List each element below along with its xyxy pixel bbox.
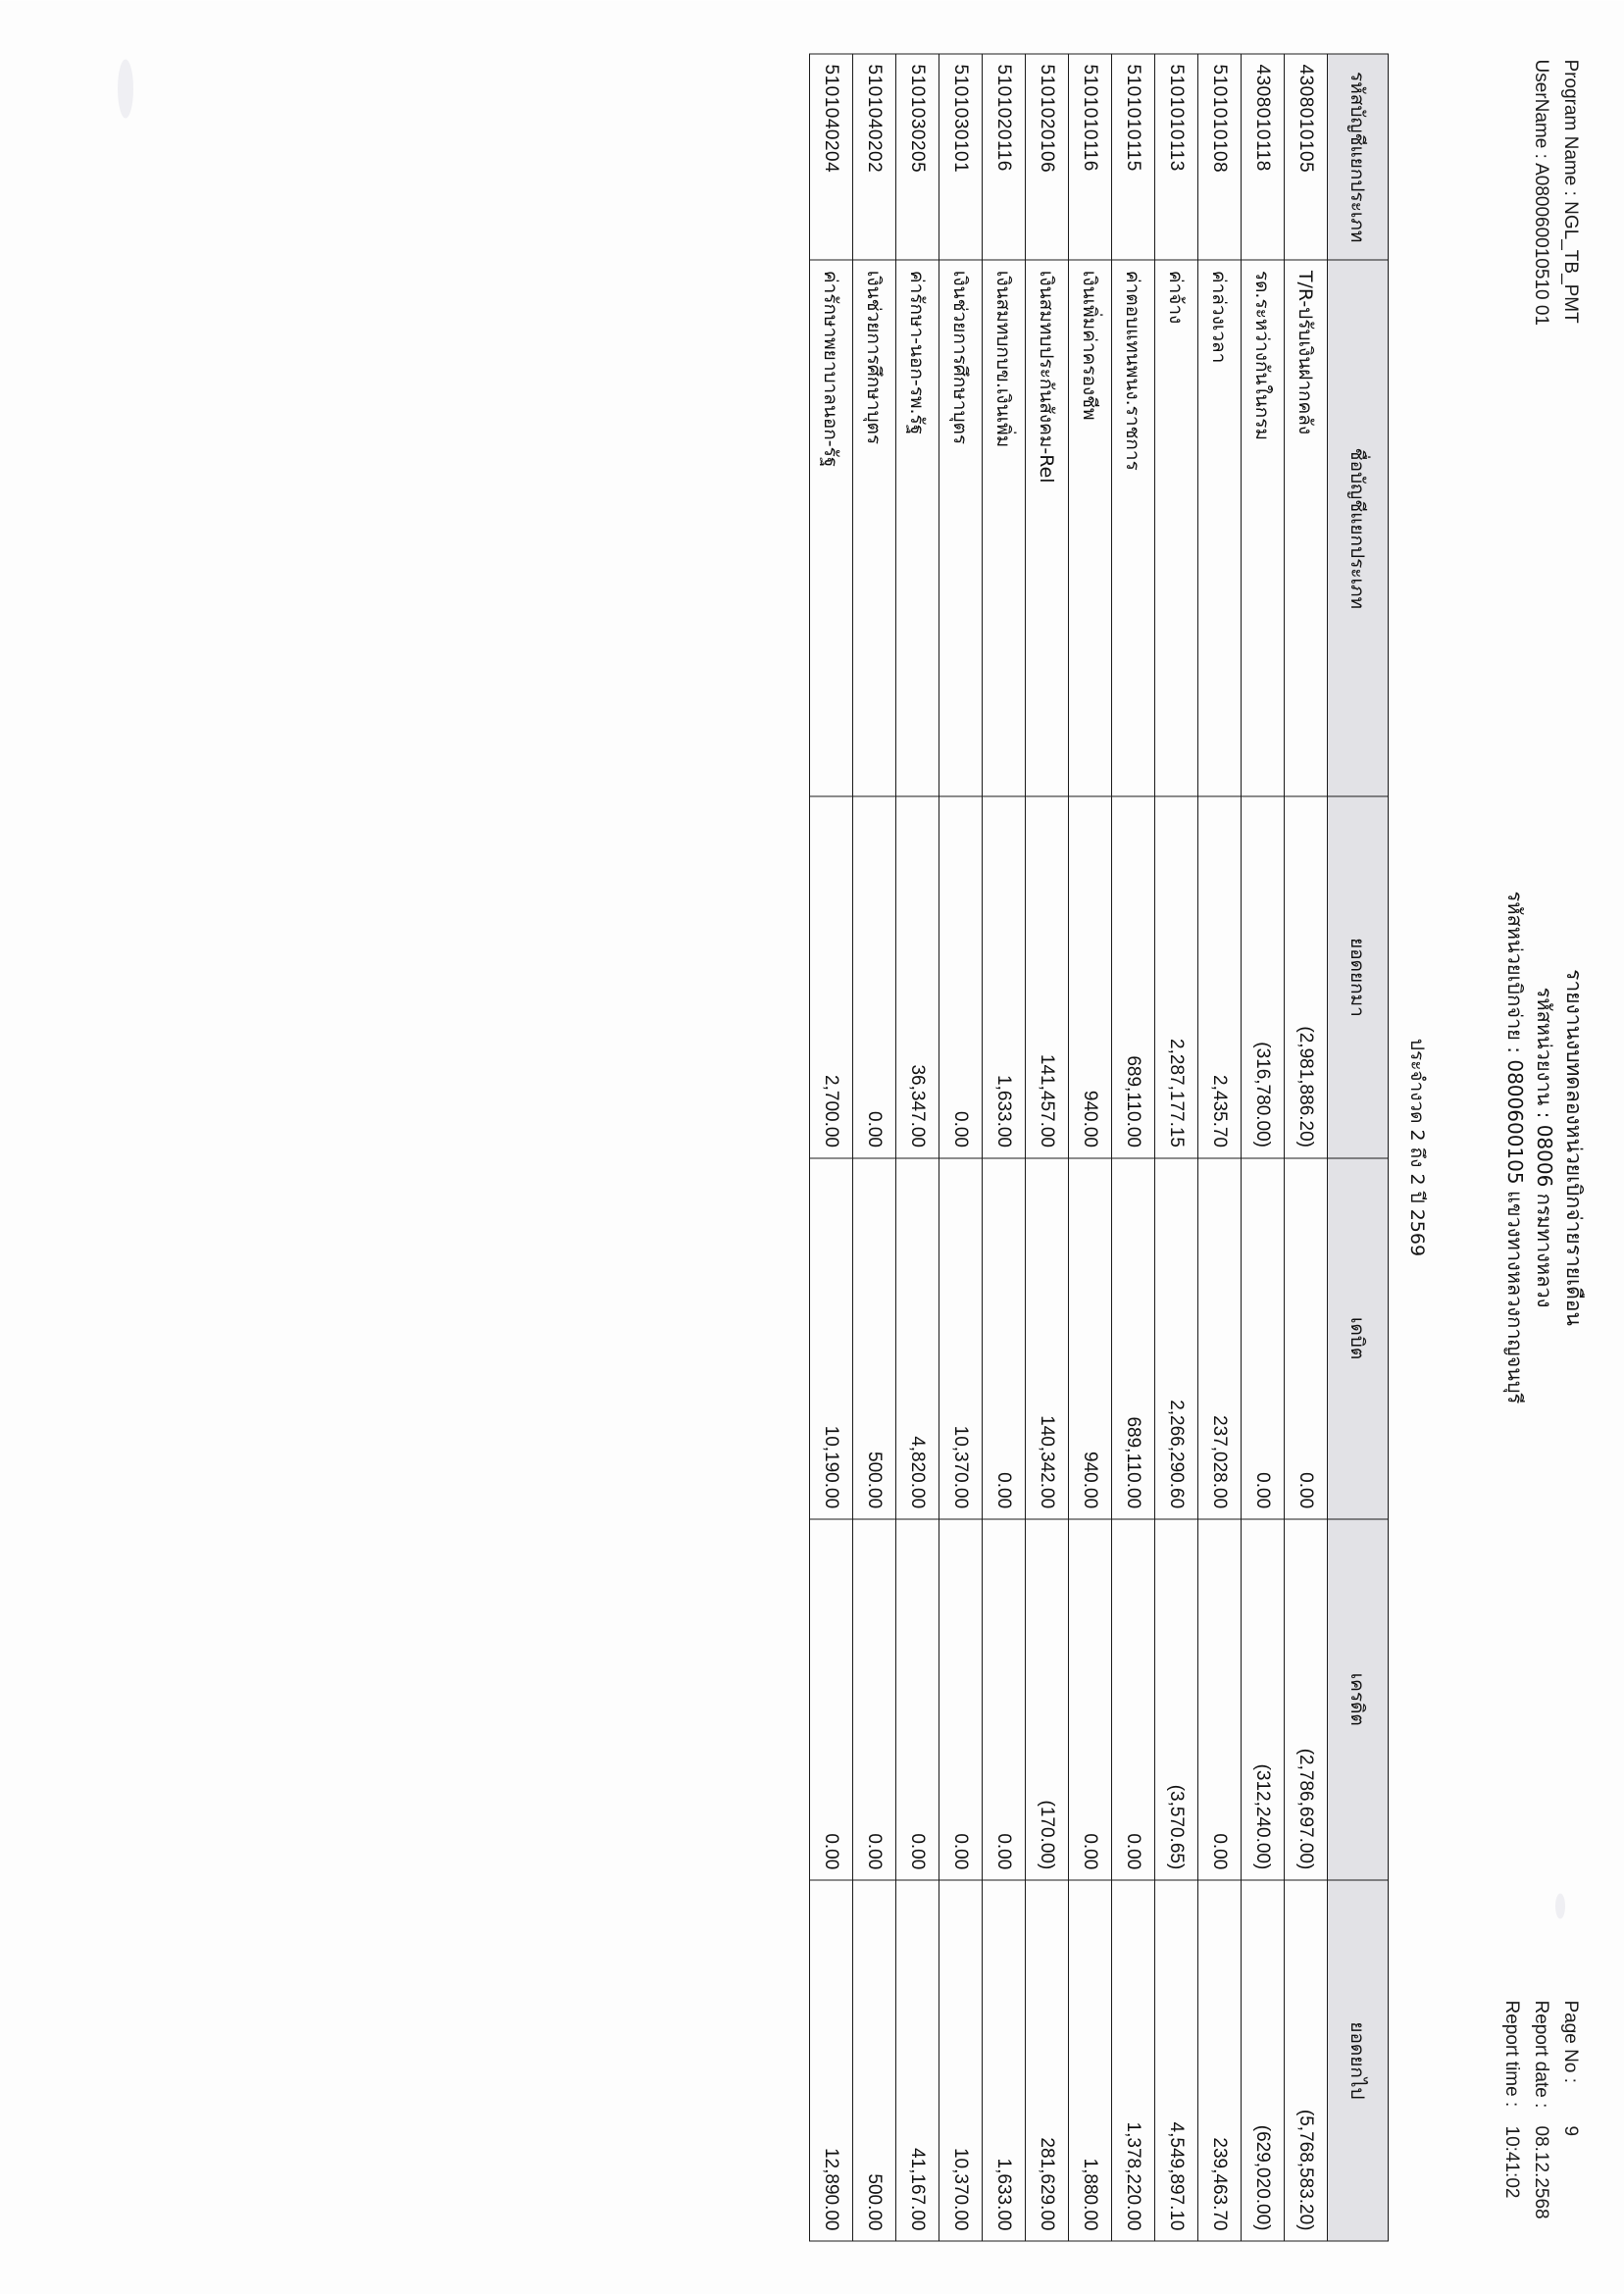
cell-debit: 500.00 [853, 1157, 896, 1518]
cell-account-code: 5101040202 [853, 54, 896, 260]
table-body [810, 54, 1328, 2241]
cell-closing-balance: 10,370.00 [939, 1879, 983, 2240]
cell-debit: 0.00 [983, 1157, 1026, 1518]
cell-debit: 0.00 [1242, 1157, 1285, 1518]
cell-account-code: 4308010105 [1285, 54, 1328, 260]
cell-closing-balance: 500.00 [853, 1879, 896, 2240]
cell-credit: 0.00 [1112, 1518, 1155, 1879]
cell-credit: (170.00) [1026, 1518, 1069, 1879]
username-line [1526, 59, 1555, 325]
header-left-block [1526, 59, 1585, 325]
username-value: A080060010510 01 [1531, 162, 1551, 326]
cell-opening-balance: 36,347.00 [896, 796, 939, 1157]
cell-credit: 0.00 [853, 1518, 896, 1879]
cell-closing-balance: (629,020.00) [1242, 1879, 1285, 2240]
cell-closing-balance: (5,768,583.20) [1285, 1879, 1328, 2240]
cell-account-name: รด.ระหว่างกันในกรม [1242, 260, 1285, 796]
cell-account-code: 5101030205 [896, 54, 939, 260]
table-row [1069, 54, 1112, 2241]
cell-account-name: ค่าจ้าง [1155, 260, 1198, 796]
column-header-credit: เครดิต [1328, 1518, 1389, 1879]
cell-account-code: 4308010118 [1242, 54, 1285, 260]
cell-opening-balance: 0.00 [939, 796, 983, 1157]
report-date-value: 08.12.2568 [1531, 2125, 1551, 2219]
table-row [810, 54, 853, 2241]
report-date-line [1526, 2000, 1555, 2233]
cell-account-code: 5101010115 [1112, 54, 1155, 260]
cell-debit: 940.00 [1069, 1157, 1112, 1518]
cell-closing-balance: 12,890.00 [810, 1879, 853, 2240]
report-period: ประจำงวด 2 ถึง 2 ปี 2569 [1406, 1038, 1428, 1256]
program-name-label: Program Name : [1560, 59, 1581, 196]
cell-opening-balance: 0.00 [853, 796, 896, 1157]
cell-account-name: T/R-ปรับเงินฝากคลัง [1285, 260, 1328, 796]
table-row [1285, 54, 1328, 2241]
username-label: UserName : [1531, 59, 1551, 159]
cell-account-code: 5101020116 [983, 54, 1026, 260]
header-right-block [1497, 2000, 1585, 2233]
page-no-value: 9 [1560, 2125, 1581, 2136]
cell-account-name: เงินสมทบกบข.เงินเพิ่ม [983, 260, 1026, 796]
table-row [1198, 54, 1242, 2241]
cell-opening-balance: 2,435.70 [1198, 796, 1242, 1157]
cell-opening-balance: (316,780.00) [1242, 796, 1285, 1157]
cell-account-code: 5101040204 [810, 54, 853, 260]
page-no-line [1555, 2000, 1585, 2233]
agency-code-line: รหัสหน่วยงาน : 08006 กรมทางหลวง [1533, 987, 1556, 1307]
cell-account-name: เงินช่วยการศึกษาบุตร [853, 260, 896, 796]
program-name-line [1555, 59, 1585, 325]
cell-credit: 0.00 [1198, 1518, 1242, 1879]
table-header-row [1328, 54, 1389, 2241]
cell-opening-balance: 689,110.00 [1112, 796, 1155, 1157]
report-date-label: Report date : [1531, 2000, 1551, 2108]
cell-debit: 10,370.00 [939, 1157, 983, 1518]
cell-closing-balance: 281,629.00 [1026, 1879, 1069, 2240]
cell-credit: (2,786,697.00) [1285, 1518, 1328, 1879]
table-row [1155, 54, 1198, 2241]
cell-credit: 0.00 [939, 1518, 983, 1879]
cell-account-name: ค่ารักษาพยาบาลนอก-รัฐ [810, 260, 853, 796]
report-time-value: 10:41:02 [1501, 2125, 1522, 2198]
report-time-line [1497, 2000, 1526, 2233]
cell-opening-balance: (2,981,886.20) [1285, 796, 1328, 1157]
program-name-value: NGL_TB_PMT [1560, 200, 1581, 324]
cell-debit: 4,820.00 [896, 1157, 939, 1518]
column-header-debit: เดบิต [1328, 1157, 1389, 1518]
table-row [1242, 54, 1285, 2241]
cell-account-name: ค่าตอบแทนพนง.ราชการ [1112, 260, 1155, 796]
table-row [896, 54, 939, 2241]
cell-credit: 0.00 [810, 1518, 853, 1879]
cell-closing-balance: 1,880.00 [1069, 1879, 1112, 2240]
column-header-account-code: รหัสบัญชีแยกประเภท [1328, 54, 1389, 260]
cell-credit: 0.00 [1069, 1518, 1112, 1879]
cell-account-name: ค่าล่วงเวลา [1198, 260, 1242, 796]
cell-opening-balance: 141,457.00 [1026, 796, 1069, 1157]
trial-balance-table [809, 53, 1389, 2241]
cell-debit: 0.00 [1285, 1157, 1328, 1518]
cell-debit: 140,342.00 [1026, 1157, 1069, 1518]
disbursement-unit-line: รหัสหน่วยเบิกจ่าย : 0800600105 แขวงทางหลวงกาญจนบุรี [1503, 891, 1527, 1403]
column-header-closing-balance: ยอดยกไป [1328, 1879, 1389, 2240]
cell-closing-balance: 4,549,897.10 [1155, 1879, 1198, 2240]
cell-debit: 10,190.00 [810, 1157, 853, 1518]
cell-credit: (312,240.00) [1242, 1518, 1285, 1879]
column-header-opening-balance: ยอดยกมา [1328, 796, 1389, 1157]
table-row [1112, 54, 1155, 2241]
header-title-block [1500, 53, 1589, 2241]
cell-closing-balance: 239,463.70 [1198, 1879, 1242, 2240]
cell-debit: 2,266,290.60 [1155, 1157, 1198, 1518]
report-title: รายงานงบทดลองหน่วยเบิกจ่ายรายเดือน [1562, 968, 1586, 1326]
cell-account-code: 5101030101 [939, 54, 983, 260]
cell-opening-balance: 1,633.00 [983, 796, 1026, 1157]
cell-opening-balance: 940.00 [1069, 796, 1112, 1157]
table-row [939, 54, 983, 2241]
report-header [1442, 53, 1589, 2241]
cell-account-name: เงินช่วยการศึกษาบุตร [939, 260, 983, 796]
cell-account-name: ค่ารักษา-นอก-รพ.รัฐ [896, 260, 939, 796]
cell-closing-balance: 1,633.00 [983, 1879, 1026, 2240]
table-row [1026, 54, 1069, 2241]
cell-credit: 0.00 [896, 1518, 939, 1879]
scan-artifact [118, 59, 133, 118]
cell-account-code: 5101020106 [1026, 54, 1069, 260]
cell-opening-balance: 2,287,177.15 [1155, 796, 1198, 1157]
cell-account-name: เงินสมทบประกันสังคม-Rel [1026, 260, 1069, 796]
page-no-label: Page No : [1560, 2000, 1581, 2083]
cell-closing-balance: 1,378,220.00 [1112, 1879, 1155, 2240]
cell-debit: 237,028.00 [1198, 1157, 1242, 1518]
column-header-account-name: ชื่อบัญชีแยกประเภท [1328, 260, 1389, 796]
cell-debit: 689,110.00 [1112, 1157, 1155, 1518]
cell-account-code: 5101010116 [1069, 54, 1112, 260]
cell-account-name: เงินเพิ่มค่าครองชีพ [1069, 260, 1112, 796]
cell-account-code: 5101010113 [1155, 54, 1198, 260]
cell-opening-balance: 2,700.00 [810, 796, 853, 1157]
cell-closing-balance: 41,167.00 [896, 1879, 939, 2240]
cell-credit: 0.00 [983, 1518, 1026, 1879]
report-time-label: Report time : [1501, 2000, 1522, 2107]
cell-credit: (3,570.65) [1155, 1518, 1198, 1879]
table-row [983, 54, 1026, 2241]
cell-account-code: 5101010108 [1198, 54, 1242, 260]
table-row [853, 54, 896, 2241]
